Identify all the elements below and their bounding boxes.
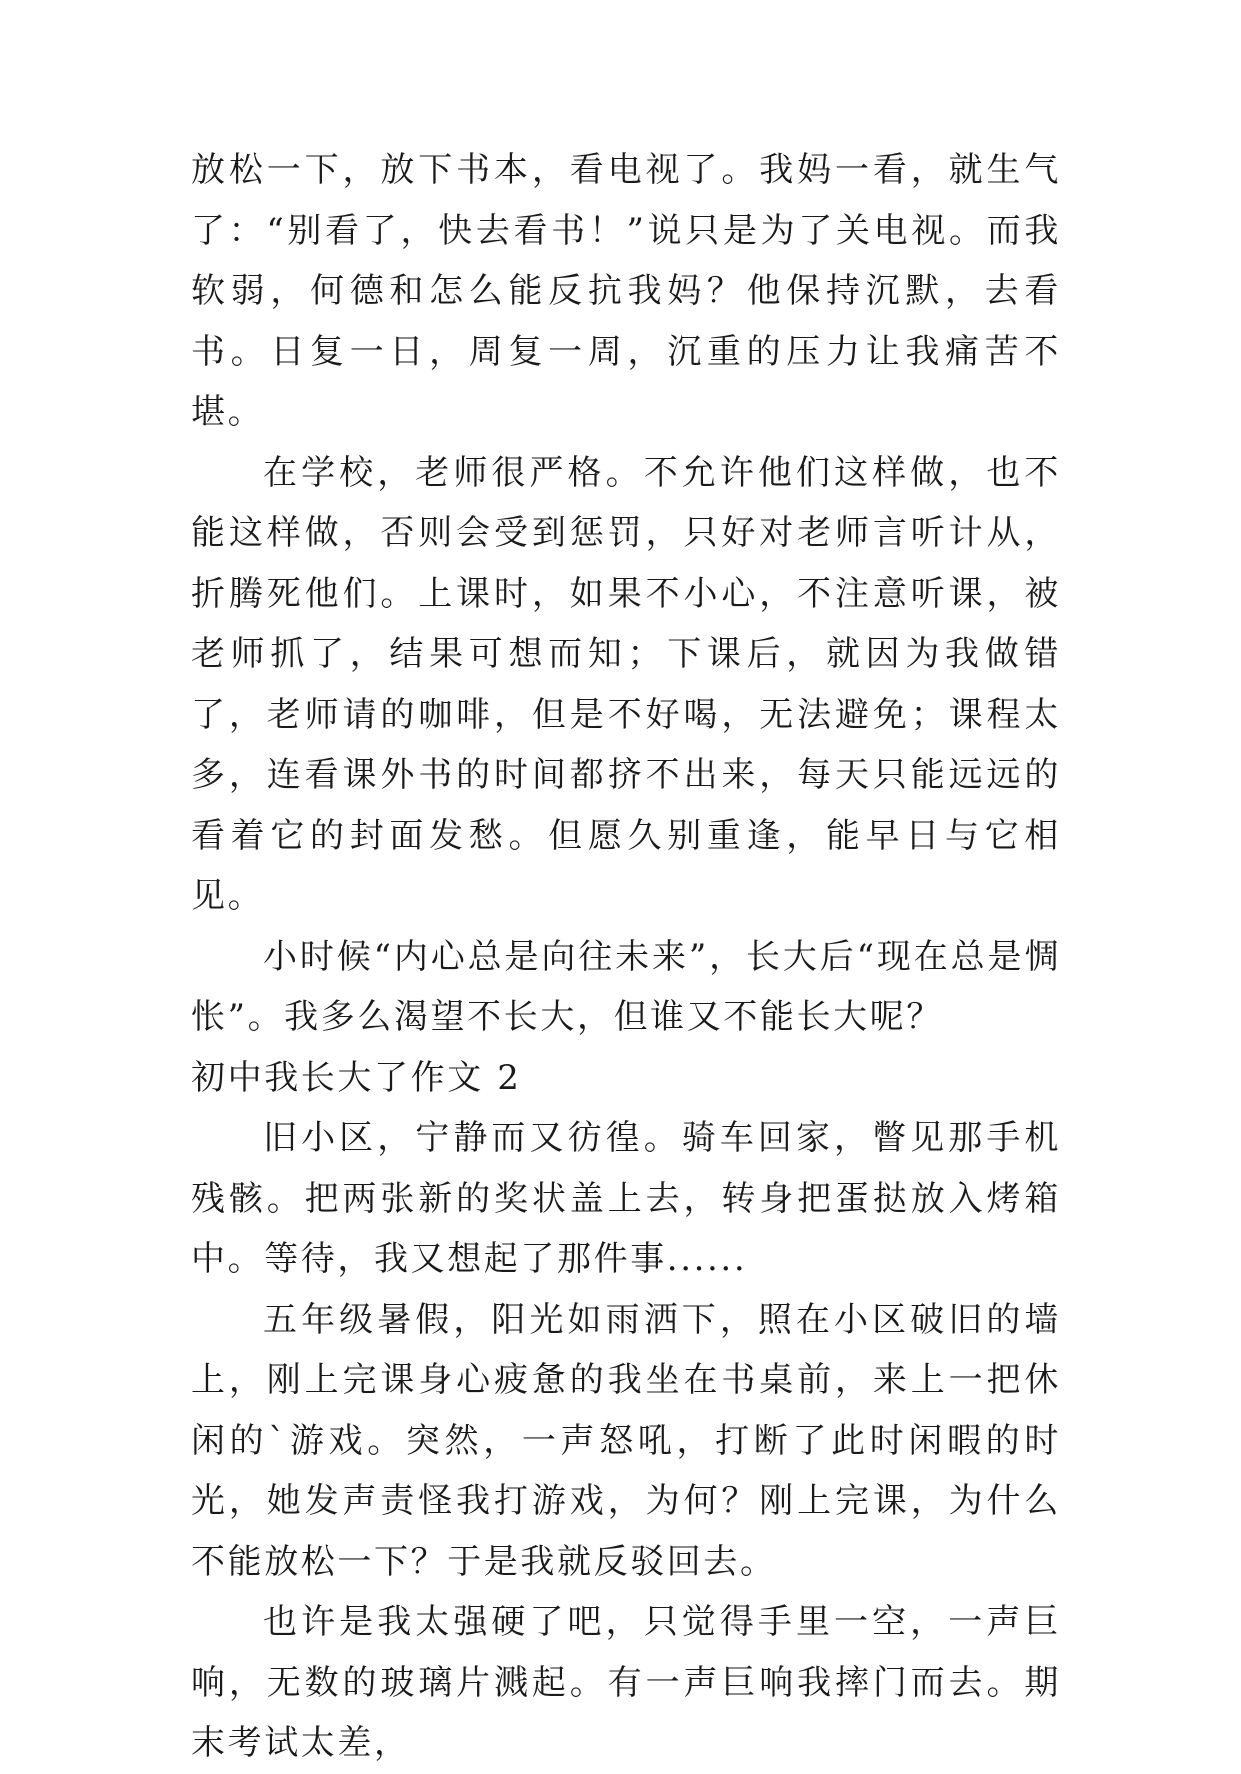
paragraph: 放松一下，放下书本，看电视了。我妈一看，就生气了：“别看了，快去看书！”说只是为了关电视。而我软弱，何德和怎么能反抗我妈？他保持沉默，去看书。日复一日，周复一周，沉重的压力让我痛苦不堪。 (191, 150, 1061, 432)
section-heading: 初中我长大了作文 2 (191, 1057, 522, 1098)
paragraph: 五年级暑假，阳光如雨洒下，照在小区破旧的墙上，刚上完课身心疲惫的我坐在书桌前，来上一把休闲的`游戏。突然，一声怒吼，打断了此时闲暇的时光，她发声责怪我打游戏，为何？刚上完课，为什么不能放松一下？于是我就反驳回去。 (191, 1299, 1061, 1582)
paragraph: 小时候“内心总是向往未来”，长大后“现在总是惆怅”。我多么渴望不长大，但谁又不能长大呢？ (191, 936, 1061, 1037)
paragraph: 旧小区，宁静而又彷徨。骑车回家，瞥见那手机残骸。把两张新的奖状盖上去，转身把蛋挞放入烤箱中。等待，我又想起了那件事...... (191, 1118, 1061, 1279)
paragraph: 在学校，老师很严格。不允许他们这样做，也不能这样做，否则会受到惩罚，只好对老师言听计从，折腾死他们。上课时，如果不小心，不注意听课，被老师抓了，结果可想而知；下课后，就因为我做错了，老师请的咖啡，但是不好喝，无法避免；课程太多，连看课外书的时间都挤不出来，每天只能远远的看着它的封面发愁。但愿久别重逢，能早日与它相见。 (191, 452, 1061, 916)
document-body (191, 140, 1061, 1774)
paragraph: 也许是我太强硬了吧，只觉得手里一空，一声巨响，无数的玻璃片溅起。有一声巨响我摔门而去。期末考试太差， (191, 1602, 1061, 1763)
